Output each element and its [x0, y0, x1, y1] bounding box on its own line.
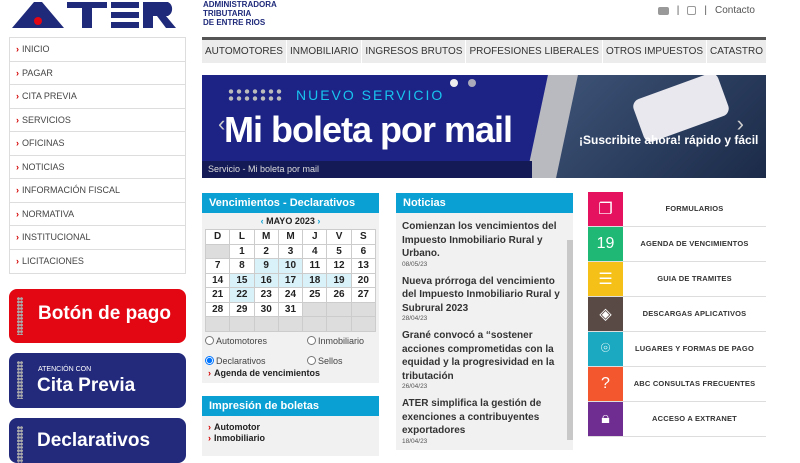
calendar-day[interactable]: 29 — [230, 302, 254, 317]
map-pin-icon: ⌾ — [588, 332, 623, 366]
sidebar-item-inicio[interactable] — [10, 38, 185, 62]
agenda-link-label: Agenda de vencimientos — [214, 367, 321, 378]
tile-agenda-de-vencimientos[interactable] — [588, 227, 766, 262]
chevron-right-icon: › — [16, 185, 19, 195]
sidebar-item-label: LICITACIONES — [22, 255, 84, 266]
lock-icon: 🔒︎ — [588, 402, 623, 436]
radio-declarativos[interactable]: Declarativos — [205, 356, 266, 366]
next-arrow-icon[interactable]: › — [736, 111, 744, 136]
calendar-day[interactable]: 5 — [327, 244, 351, 259]
calendar-day[interactable]: 15 — [230, 273, 254, 288]
chevron-right-icon: › — [16, 255, 19, 266]
calendar-day[interactable]: 9 — [254, 259, 278, 274]
sidebar-item-institucional[interactable] — [10, 226, 185, 250]
calendar-day — [303, 317, 327, 332]
calendar-day[interactable]: 20 — [351, 273, 375, 288]
ater-logo[interactable] — [12, 0, 177, 30]
chevron-right-icon: › — [16, 114, 19, 125]
calendar-day[interactable]: 12 — [327, 259, 351, 274]
news-panel — [396, 193, 573, 450]
calendar-day[interactable]: 28 — [206, 302, 230, 317]
radio-input[interactable] — [205, 336, 214, 345]
banner-title: Mi boleta por mail — [224, 109, 513, 150]
calendar-day[interactable]: 10 — [278, 259, 302, 274]
calendar-day — [278, 317, 302, 332]
tile-label: LUGARES Y FORMAS DE PAGO — [635, 344, 754, 353]
news-title-link[interactable]: Grané convocó a “sostener acciones comprometidas con la equidad y la progresividad en la tributación — [402, 330, 555, 382]
sidebar-item-información-fiscal[interactable] — [10, 179, 185, 203]
calendar-day[interactable]: 24 — [278, 288, 302, 303]
calendar-day[interactable]: 23 — [254, 288, 278, 303]
calendar-day[interactable]: 25 — [303, 288, 327, 303]
sidebar-item-label: NOTICIAS — [22, 161, 65, 172]
news-date: 28/04/23 — [402, 315, 428, 322]
calendar-icon: 19 — [588, 227, 623, 261]
dots-icon — [227, 88, 283, 102]
calendar-grid — [205, 229, 376, 332]
main-nav — [202, 37, 766, 63]
nav-automotores[interactable]: AUTOMOTORES — [202, 40, 287, 63]
weekday-header: M — [254, 230, 278, 245]
dots-icon — [17, 297, 23, 335]
banner-carousel[interactable] — [202, 75, 766, 178]
agenda-link[interactable]: › Agenda de vencimientos — [208, 367, 321, 378]
tile-label: ABC CONSULTAS FRECUENTES — [633, 379, 756, 388]
nav-catastro[interactable]: CATASTRO — [710, 46, 764, 57]
sidebar-item-label: INICIO — [22, 44, 50, 54]
calendar-day[interactable]: 19 — [327, 273, 351, 288]
banner-caption: Servicio - Mi boleta por mail — [202, 161, 532, 178]
calendar-day[interactable]: 27 — [351, 288, 375, 303]
sidebar-item-label: SERVICIOS — [22, 114, 71, 125]
radio-input[interactable] — [307, 356, 316, 365]
button-label: Cita Previa — [37, 375, 136, 396]
weekday-header: V — [327, 230, 351, 245]
calendar-filter — [202, 332, 379, 368]
tile-label: AGENDA DE VENCIMIENTOS — [640, 239, 749, 248]
org-name — [203, 0, 277, 27]
calendar-day — [303, 302, 327, 317]
nav-inmobiliario[interactable]: INMOBILIARIO — [287, 40, 362, 63]
calendar-day[interactable]: 7 — [206, 259, 230, 274]
news-title-link[interactable]: ATER simplifica la gestión de exenciones a contribuyentes exportadores — [402, 398, 542, 436]
sidebar-item-licitaciones[interactable] — [10, 250, 185, 274]
sidebar-item-normativa[interactable] — [10, 203, 185, 227]
tile-lugares-y-formas-de-pago[interactable] — [588, 332, 766, 367]
sidebar-item-label: INFORMACIÓN FISCAL — [22, 185, 121, 195]
calendar-title: Vencimientos - Declarativos — [202, 193, 379, 213]
cita-previa-button[interactable] — [9, 353, 186, 408]
chevron-right-icon: › — [16, 91, 19, 101]
chevron-right-icon: › — [16, 44, 19, 54]
org-line: DE ENTRE RIOS — [203, 18, 266, 27]
calendar-day — [206, 244, 230, 259]
tile-label: DESCARGAS APLICATIVOS — [642, 309, 747, 318]
prev-arrow-icon[interactable]: ‹ — [218, 111, 226, 136]
chevron-right-icon: › — [16, 208, 19, 219]
news-title: Noticias — [396, 193, 573, 213]
news-title-link[interactable]: Comienzan los vencimientos del Impuesto Inmobiliario Rural y Urbano. — [402, 221, 557, 259]
tile-label: ACCESO A EXTRANET — [652, 414, 737, 423]
calendar-day[interactable]: 17 — [278, 273, 302, 288]
sidebar-item-pagar[interactable] — [10, 62, 185, 86]
org-line: TRIBUTARIA — [203, 9, 252, 18]
impresion-inmobiliario-link[interactable]: › Inmobiliario — [208, 433, 266, 443]
calendar-day[interactable]: 26 — [327, 288, 351, 303]
tile-acceso-a-extranet[interactable] — [588, 402, 766, 437]
tile-abc-consultas-frecuentes[interactable] — [588, 367, 766, 402]
banner-tagline: ¡Suscribite ahora! rápido y fácil — [579, 133, 759, 147]
impresion-automotor-link[interactable]: › Automotor — [208, 422, 260, 432]
news-date: 18/04/23 — [402, 437, 428, 445]
prev-month-icon[interactable]: ‹ — [260, 216, 264, 226]
sidebar-item-label: PAGAR — [22, 67, 53, 78]
weekday-header: J — [303, 230, 327, 245]
instagram-icon[interactable] — [687, 6, 696, 15]
chevron-right-icon: › — [16, 232, 19, 242]
tile-guia-de-tramites[interactable] — [588, 262, 766, 297]
calendar-day[interactable]: 4 — [303, 244, 327, 259]
contact-link[interactable]: Contacto — [714, 5, 755, 16]
calendar-day[interactable]: 21 — [206, 288, 230, 303]
impresion-title: Impresión de boletas — [202, 396, 379, 416]
weekday-header: D — [206, 230, 230, 245]
banner-photo — [551, 75, 766, 178]
weekday-header: M — [278, 230, 302, 245]
radio-inmobiliario[interactable]: Inmobiliario — [307, 336, 364, 346]
document-icon: ☰ — [588, 262, 623, 296]
declarativos-button[interactable] — [9, 418, 186, 463]
sidebar-item-cita-previa[interactable] — [10, 85, 185, 109]
impresion-boletas — [202, 396, 379, 456]
next-month-icon[interactable]: › — [317, 216, 321, 226]
calendar-day — [254, 317, 278, 332]
slide-dot-active[interactable] — [450, 79, 458, 87]
calendar-day[interactable]: 22 — [230, 288, 254, 303]
radio-input[interactable] — [307, 336, 316, 345]
calendar-day — [206, 317, 230, 332]
news-date: 08/05/23 — [402, 260, 428, 268]
banner-kicker: NUEVO SERVICIO — [296, 87, 445, 103]
nav-profesiones-liberales[interactable]: PROFESIONES LIBERALES — [466, 40, 603, 63]
calendar-day — [351, 317, 375, 332]
calendar-day — [351, 302, 375, 317]
youtube-icon[interactable] — [658, 7, 669, 15]
calendar-day[interactable]: 14 — [206, 273, 230, 288]
radio-automotores[interactable]: Automotores — [205, 336, 267, 346]
tile-formularios[interactable] — [588, 192, 766, 227]
chevron-right-icon: › — [16, 161, 19, 172]
boton-de-pago-button[interactable] — [9, 289, 186, 343]
calendar-day — [327, 302, 351, 317]
vencimientos-calendar — [202, 193, 379, 383]
top-links: | | Contacto — [658, 5, 755, 16]
dots-icon — [17, 426, 23, 463]
calendar-day[interactable]: 2 — [254, 244, 278, 259]
calendar-day[interactable]: 13 — [351, 259, 375, 274]
calendar-month: MAYO 2023 — [266, 216, 315, 226]
sidebar-item-label: INSTITUCIONAL — [22, 232, 91, 242]
sidebar-menu — [9, 37, 186, 274]
dots-icon — [17, 361, 23, 399]
radio-sellos[interactable]: Sellos — [307, 356, 343, 366]
calendar-day[interactable]: 31 — [278, 302, 302, 317]
sidebar-item-label: CITA PREVIA — [22, 91, 77, 101]
documents-icon: ❐ — [588, 192, 623, 226]
chevron-right-icon: › — [16, 138, 19, 148]
calendar-day — [327, 317, 351, 332]
diamonds-icon: ◈ — [588, 297, 623, 331]
news-title-link[interactable]: Nueva prórroga del vencimiento del Impuesto Inmobiliario Rural y Subrural 2023 — [402, 275, 560, 314]
chevron-right-icon: › — [16, 67, 19, 78]
calendar-day[interactable]: 30 — [254, 302, 278, 317]
tile-label: GUIA DE TRAMITES — [657, 274, 732, 283]
weekday-header: L — [230, 230, 254, 245]
calendar-day — [230, 317, 254, 332]
org-line: ADMINISTRADORA — [203, 0, 277, 9]
nav-ingresos-brutos[interactable]: INGRESOS BRUTOS — [362, 40, 466, 63]
sidebar-item-servicios[interactable] — [10, 109, 185, 133]
button-label: Declarativos — [37, 430, 151, 451]
sidebar-item-label: OFICINAS — [22, 138, 65, 148]
calendar-day[interactable]: 11 — [303, 259, 327, 274]
news-item[interactable] — [396, 397, 573, 445]
news-scrollbar[interactable] — [567, 240, 573, 440]
news-item[interactable] — [396, 220, 573, 268]
calendar-day[interactable]: 3 — [278, 244, 302, 259]
weekday-header: S — [351, 230, 375, 245]
calendar-day[interactable]: 8 — [230, 259, 254, 274]
news-item[interactable] — [396, 329, 573, 390]
news-item[interactable] — [396, 275, 573, 323]
quick-links — [588, 192, 766, 437]
slide-dot[interactable] — [468, 79, 476, 87]
tile-label: FORMULARIOS — [665, 204, 724, 213]
news-date: 26/04/23 — [402, 383, 428, 390]
calendar-day[interactable]: 16 — [254, 273, 278, 288]
sidebar-item-oficinas[interactable] — [10, 132, 185, 156]
calendar-day[interactable]: 1 — [230, 244, 254, 259]
button-sublabel: ATENCIÓN CON — [38, 366, 92, 373]
question-icon: ? — [588, 367, 623, 401]
sidebar-item-label: NORMATIVA — [22, 208, 75, 219]
calendar-day[interactable]: 18 — [303, 273, 327, 288]
button-label: Botón de pago — [38, 303, 171, 324]
tile-descargas-aplicativos[interactable] — [588, 297, 766, 332]
sidebar-item-noticias[interactable] — [10, 156, 185, 180]
calendar-day[interactable]: 6 — [351, 244, 375, 259]
radio-input[interactable] — [205, 356, 214, 365]
nav-otros-impuestos[interactable]: OTROS IMPUESTOS — [603, 40, 707, 63]
